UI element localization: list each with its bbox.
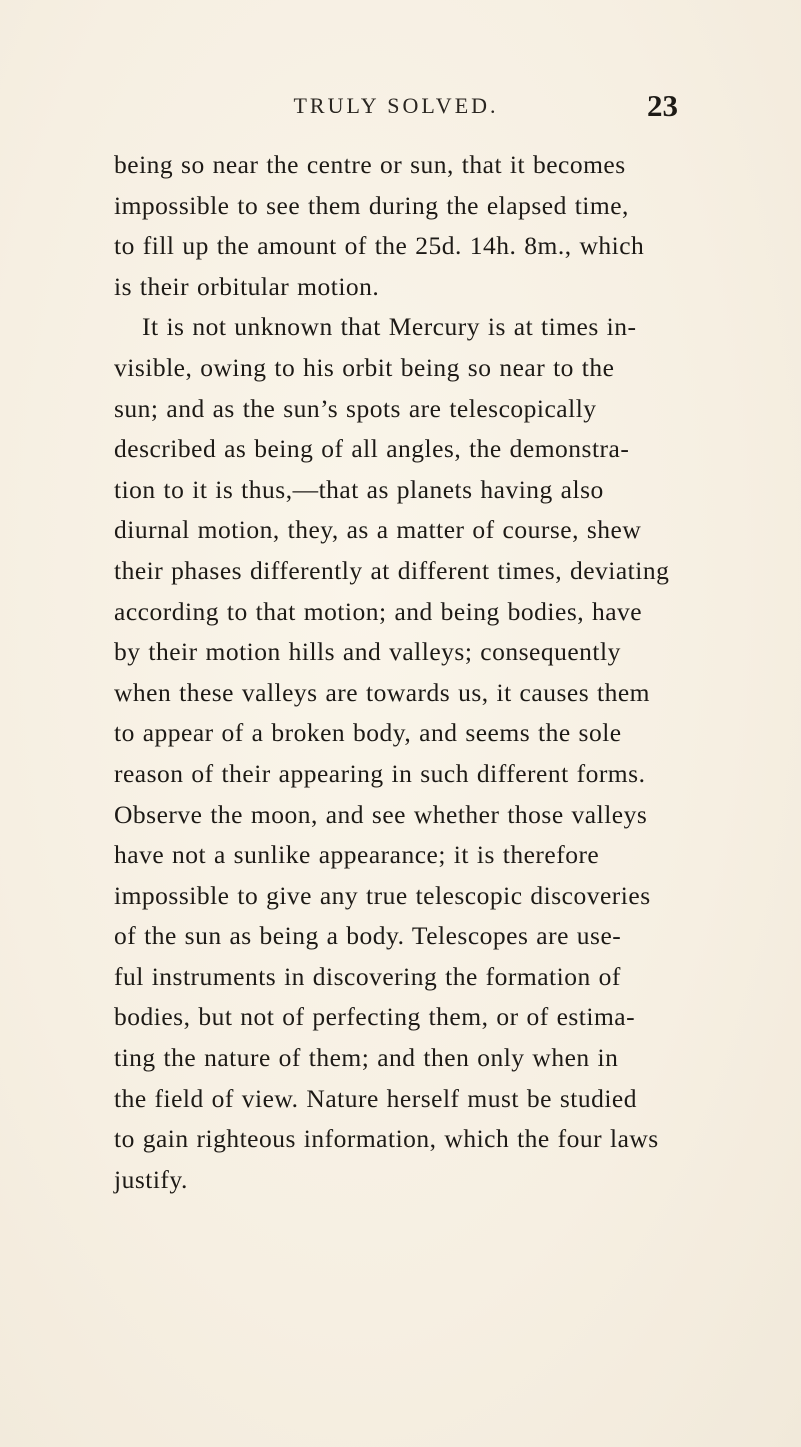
text-line: tion to it is thus,—that as planets having also	[114, 474, 604, 504]
text-line: ful instruments in discovering the formation of	[114, 961, 621, 991]
text-line: have not a sunlike appearance; it is therefore	[114, 840, 600, 870]
text-line: by their motion hills and valleys; consequently	[114, 637, 621, 667]
running-head: TRULY SOLVED.	[293, 93, 499, 118]
text-line: to appear of a broken body, and seems the sole	[114, 718, 622, 748]
page-number: 23	[647, 88, 678, 123]
text-line: bodies, but not of perfecting them, or of estima-	[114, 1002, 636, 1032]
text-line: being so near the centre or sun, that it becomes	[114, 150, 626, 179]
text-line: Observe the moon, and see whether those valleys	[114, 799, 648, 829]
page-header	[114, 86, 678, 126]
text-line: visible, owing to his orbit being so near to the	[114, 352, 615, 382]
text-line: sun; and as the sun’s spots are telescopically	[114, 393, 597, 423]
text-line: ting the nature of them; and then only when in	[114, 1043, 619, 1073]
text-line: of the sun as being a body. Telescopes are use-	[114, 921, 622, 951]
text-line: impossible to give any true telescopic discoveries	[114, 880, 651, 910]
text-line: impossible to see them during the elapsed time,	[114, 190, 629, 220]
text-line: when these valleys are towards us, it causes them	[114, 677, 650, 707]
body-text	[114, 145, 678, 1200]
text-line: according to that motion; and being bodies, have	[114, 596, 643, 626]
text-line: It is not unknown that Mercury is at times in-	[142, 312, 637, 342]
text-line: to fill up the amount of the 25d. 14h. 8m., which	[114, 231, 645, 261]
text-line: diurnal motion, they, as a matter of course, shew	[114, 515, 642, 545]
text-line: reason of their appearing in such different forms.	[114, 758, 646, 788]
text-line: the field of view. Nature herself must be studied	[114, 1083, 637, 1113]
text-line: to gain righteous information, which the four laws	[114, 1124, 659, 1154]
text-line: justify.	[114, 1164, 188, 1194]
text-line: their phases differently at different times, deviating	[114, 555, 670, 585]
text-line: described as being of all angles, the demonstra-	[114, 434, 630, 464]
text-line: is their orbitular motion.	[114, 271, 380, 301]
